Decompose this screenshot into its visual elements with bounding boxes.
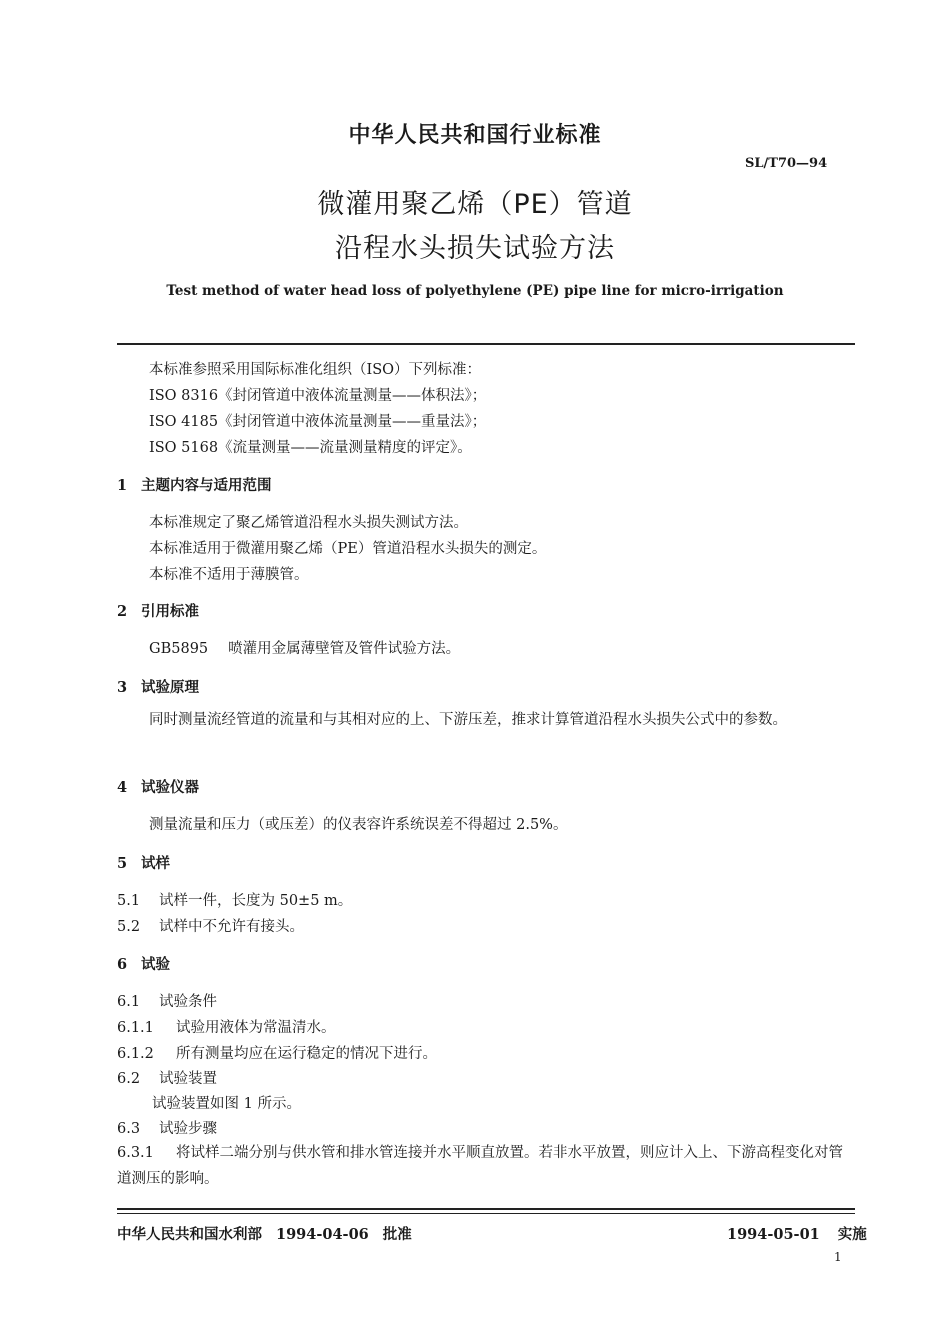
clause-number: 6.3.1 <box>117 1145 154 1161</box>
section-5-heading <box>117 852 170 873</box>
title-line-2: 沿程水头损失试验方法 <box>335 233 615 264</box>
clause-6-2-text: 试验装置如图 1 所示。 <box>152 1096 301 1112</box>
clause-text: 试验用液体为常温清水。 <box>176 1020 336 1036</box>
footer-effective <box>727 1223 867 1244</box>
footer-issuer <box>117 1223 412 1244</box>
foreword-ref-3: ISO 5168《流量测量——流量测量精度的评定》。 <box>149 440 472 456</box>
clause-text: 所有测量均应在运行稳定的情况下进行。 <box>176 1046 437 1062</box>
page-number: 1 <box>834 1250 842 1264</box>
reference-code: GB5895 <box>149 641 209 657</box>
section-1-line-1: 本标准规定了聚乙烯管道沿程水头损失测试方法。 <box>149 515 468 531</box>
reference-title: 喷灌用金属薄壁管及管件试验方法。 <box>228 641 461 657</box>
foreword-ref-1: ISO 8316《封闭管道中液体流量测量——体积法》； <box>149 388 487 404</box>
clause-text: 试样一件，长度为 50±5 m。 <box>159 893 353 909</box>
clause-title: 试验装置 <box>159 1071 217 1087</box>
top-rule <box>117 343 855 345</box>
clause-text: 试样中不允许有接头。 <box>159 919 304 935</box>
foreword-intro: 本标准参照采用国际标准化组织（ISO）下列标准： <box>149 362 482 378</box>
footer-rule-bottom <box>117 1213 855 1214</box>
section-number: 1 <box>117 477 128 494</box>
section-number: 4 <box>117 779 128 796</box>
section-number: 3 <box>117 679 128 696</box>
clause-title: 试验条件 <box>159 994 217 1010</box>
section-title: 试验仪器 <box>141 780 199 796</box>
section-title: 主题内容与适用范围 <box>141 478 272 494</box>
approve-label: 批准 <box>382 1226 412 1243</box>
standard-number: SL/T70—94 <box>745 156 828 171</box>
clause-6-3 <box>117 1117 217 1138</box>
title-line-1: 微灌用聚乙烯（PE）管道 <box>317 189 633 220</box>
section-title: 引用标准 <box>141 604 199 620</box>
section-1-heading <box>117 474 272 495</box>
section-1-line-3: 本标准不适用于薄膜管。 <box>149 567 309 583</box>
clause-5-1 <box>117 889 352 910</box>
clause-number: 6.1 <box>117 994 141 1010</box>
clause-number: 5.1 <box>117 893 141 909</box>
clause-number: 6.1.2 <box>117 1046 154 1062</box>
clause-text: 将试样二端分别与供水管和排水管连接并水平顺直放置。若非水平放置，则应计入上、下游高程变化对管道测压的影响。 <box>117 1145 843 1187</box>
clause-6-1 <box>117 990 217 1011</box>
clause-6-1-2 <box>117 1042 437 1063</box>
section-3-text: 同时测量流经管道的流量和与其相对应的上、下游压差，推求计算管道沿程水头损失公式中的参数。 <box>149 712 787 728</box>
section-number: 5 <box>117 855 128 872</box>
section-1-line-2: 本标准适用于微灌用聚乙烯（PE）管道沿程水头损失的测定。 <box>149 541 547 557</box>
section-number: 2 <box>117 603 128 620</box>
section-2-heading <box>117 600 199 621</box>
section-title: 试验 <box>141 957 170 973</box>
clause-number: 6.2 <box>117 1071 141 1087</box>
title-english: Test method of water head loss of polyethylene (PE) pipe line for micro-irrigation <box>166 283 784 299</box>
clause-6-1-1 <box>117 1016 336 1037</box>
section-4-heading <box>117 776 199 797</box>
clause-number: 6.1.1 <box>117 1020 154 1036</box>
footer-rule-top <box>117 1208 855 1210</box>
clause-5-2 <box>117 915 304 936</box>
clause-6-3-1 <box>117 1140 857 1192</box>
section-title: 试样 <box>141 856 170 872</box>
issuer-name: 中华人民共和国水利部 <box>117 1226 262 1243</box>
foreword-ref-2: ISO 4185《封闭管道中液体流量测量——重量法》； <box>149 414 487 430</box>
section-4-text: 测量流量和压力（或压差）的仪表容许系统误差不得超过 2.5%。 <box>149 817 568 833</box>
clause-number: 5.2 <box>117 919 141 935</box>
section-title: 试验原理 <box>141 680 199 696</box>
section-number: 6 <box>117 956 128 973</box>
effective-date: 1994-05-01 <box>727 1226 820 1243</box>
section-2-reference <box>149 637 460 658</box>
section-3-heading <box>117 676 199 697</box>
section-6-heading <box>117 953 170 974</box>
header-org: 中华人民共和国行业标准 <box>348 123 602 148</box>
clause-title: 试验步骤 <box>159 1121 217 1137</box>
approve-date: 1994-04-06 <box>276 1226 369 1243</box>
clause-number: 6.3 <box>117 1121 141 1137</box>
clause-6-2 <box>117 1067 217 1088</box>
effective-label: 实施 <box>837 1226 867 1243</box>
